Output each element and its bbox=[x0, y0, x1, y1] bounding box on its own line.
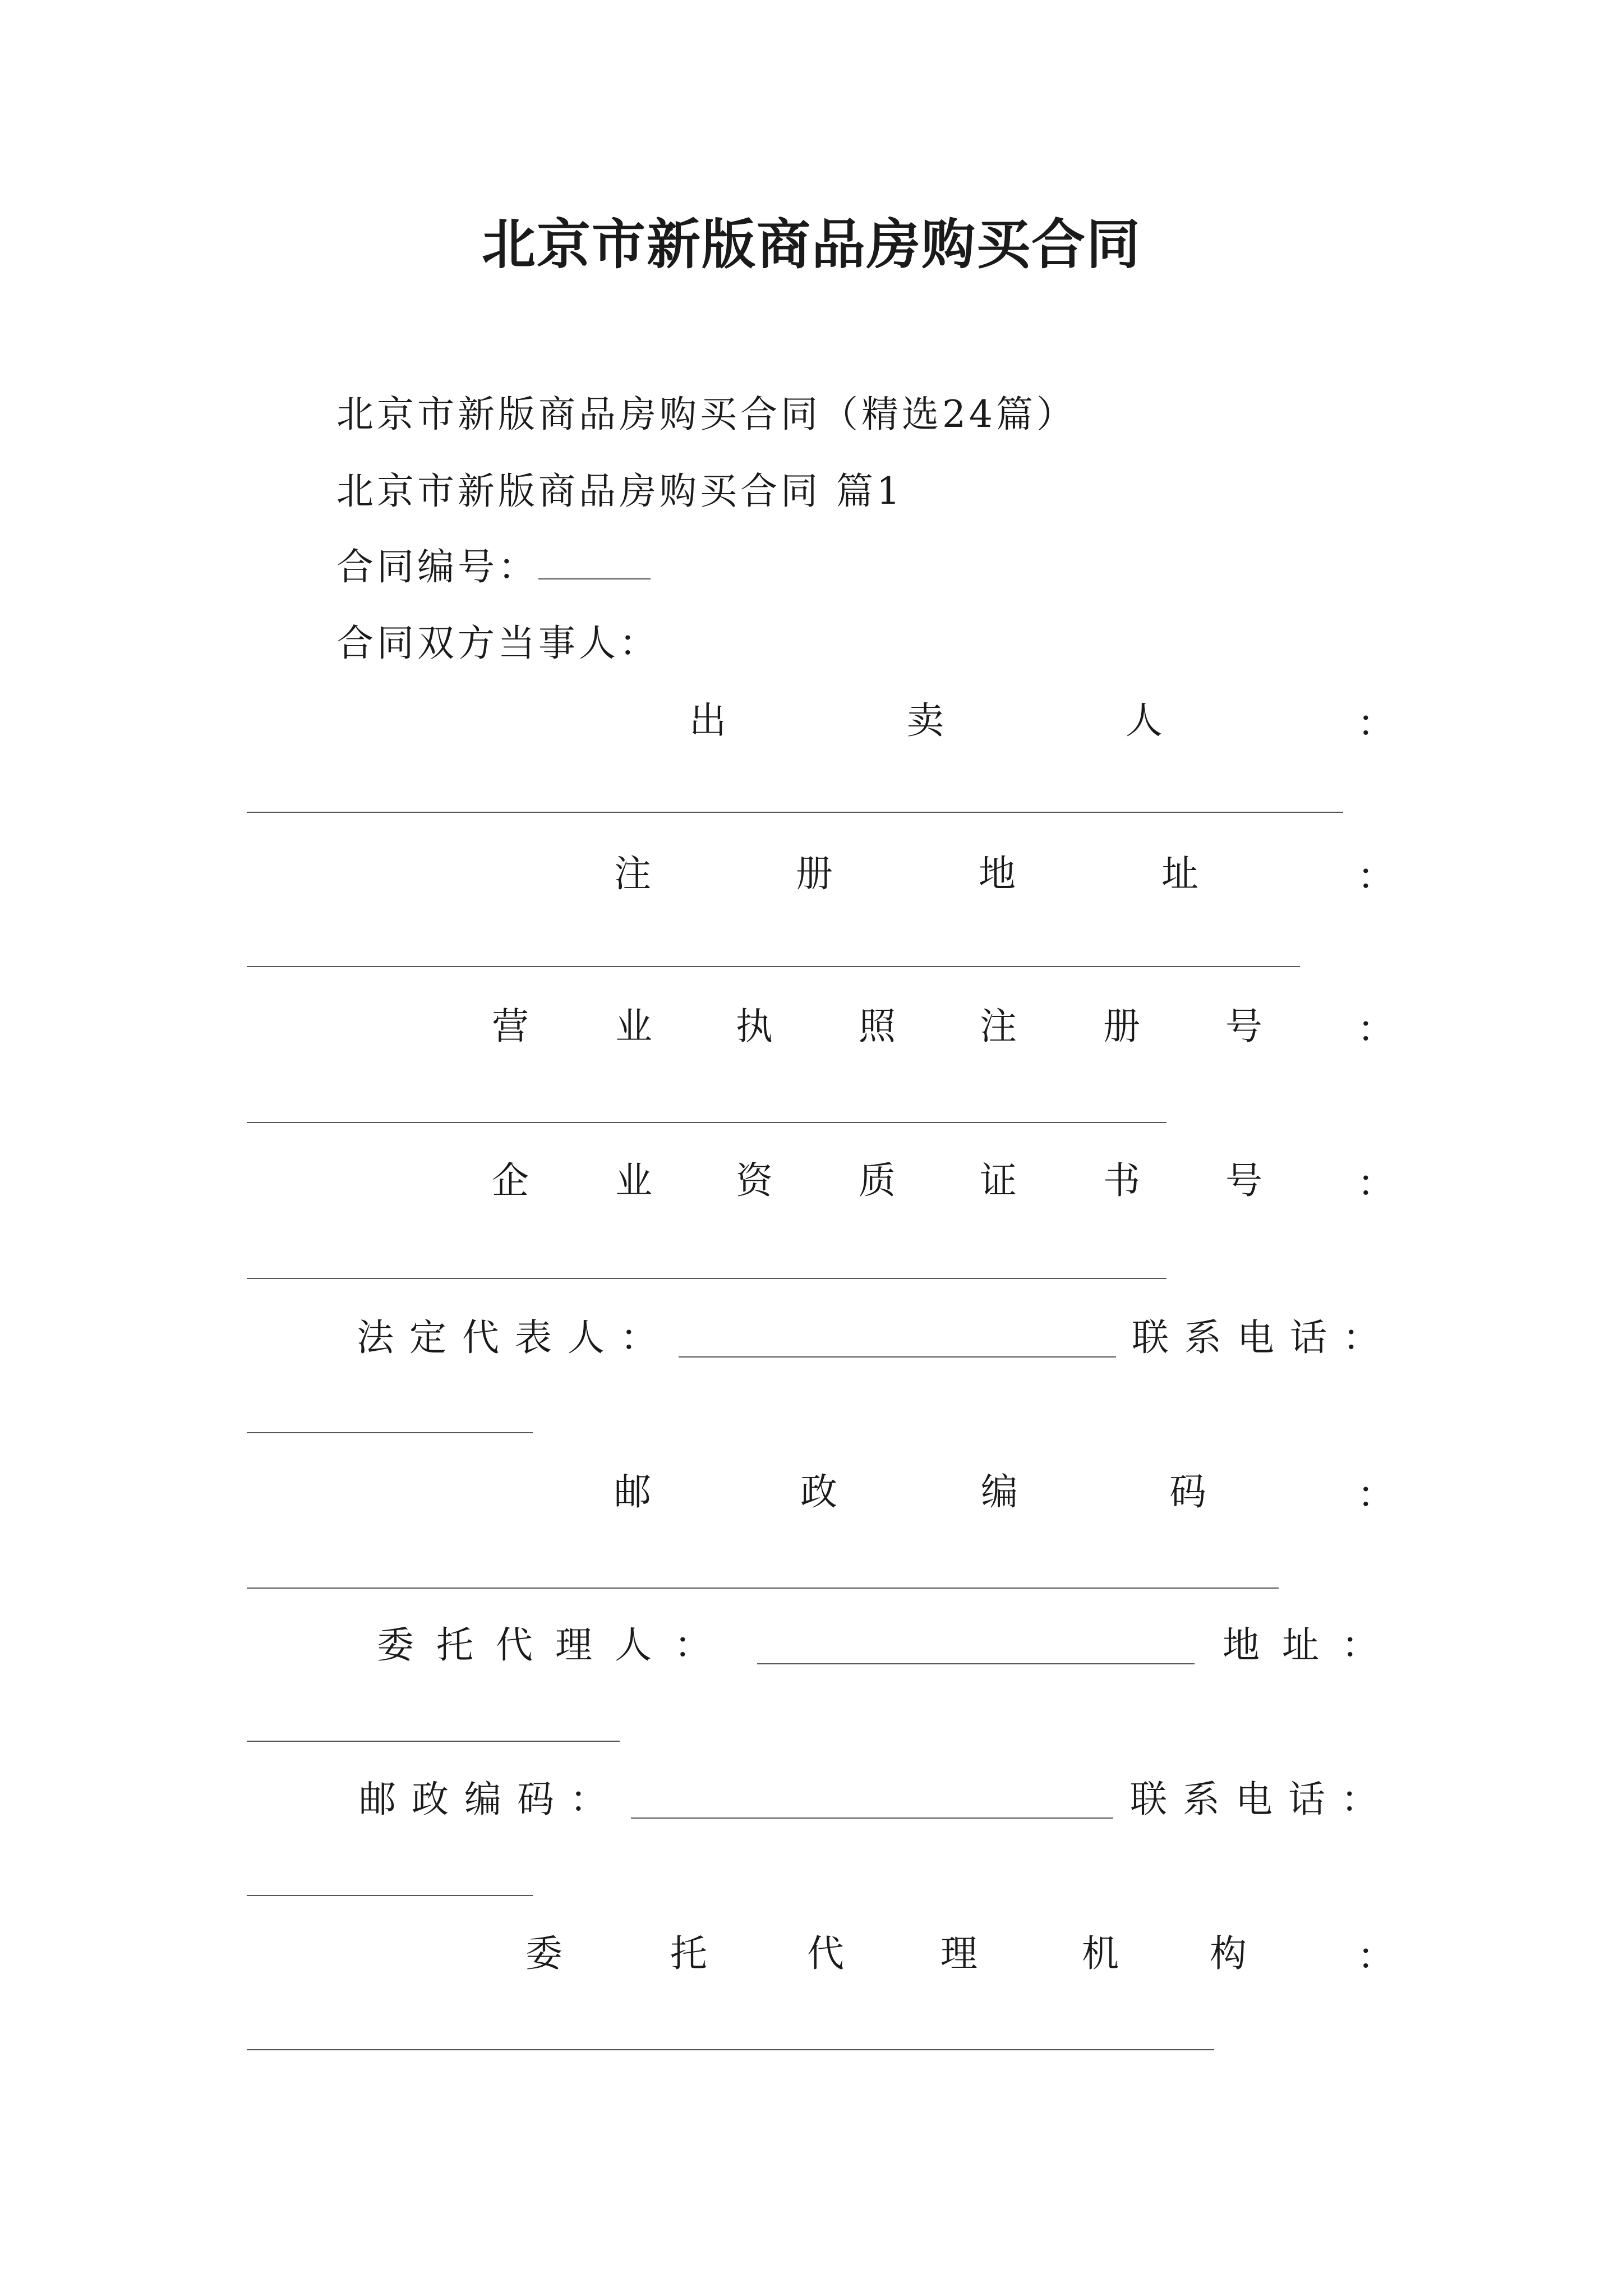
postal-blank bbox=[247, 1588, 1279, 1589]
agent-phone-blank bbox=[247, 1895, 533, 1896]
agency-char: 托 bbox=[670, 1932, 707, 1975]
qual-blank bbox=[247, 1278, 1166, 1279]
legal-rep-blank bbox=[679, 1356, 1116, 1358]
agency-char: 理 bbox=[940, 1932, 978, 1975]
seller-char: 卖 bbox=[907, 699, 944, 742]
license-colon: ： bbox=[1357, 1007, 1394, 1051]
document-title: 北京市新版商品房购买合同 bbox=[482, 213, 1141, 276]
reg-address-char: 注 bbox=[614, 852, 651, 895]
phone-label: 联系电话： bbox=[1132, 1316, 1395, 1359]
license-char: 号 bbox=[1225, 1005, 1262, 1048]
agent-address-label: 地址： bbox=[1223, 1623, 1401, 1667]
parties-heading: 合同双方当事人： bbox=[336, 622, 660, 665]
seller-char: 人 bbox=[1126, 699, 1163, 742]
agency-char: 代 bbox=[807, 1932, 844, 1975]
postal-char: 码 bbox=[1169, 1470, 1206, 1513]
license-char: 照 bbox=[859, 1005, 896, 1048]
qual-char: 书 bbox=[1103, 1159, 1140, 1202]
agent-blank bbox=[757, 1663, 1195, 1664]
seller-char: 出 bbox=[689, 699, 726, 742]
seller-colon: ： bbox=[1357, 702, 1394, 745]
reg-address-blank bbox=[247, 966, 1300, 967]
qual-char: 号 bbox=[1225, 1159, 1262, 1202]
agent-phone-label: 联系电话： bbox=[1130, 1778, 1394, 1821]
qual-char: 业 bbox=[615, 1159, 652, 1202]
postal-colon: ： bbox=[1357, 1473, 1394, 1516]
license-char: 注 bbox=[980, 1005, 1017, 1048]
agency-char: 构 bbox=[1210, 1932, 1247, 1975]
contract-number-line bbox=[336, 545, 651, 588]
subtitle-part: 北京市新版商品房购买合同 篇1 bbox=[336, 470, 903, 513]
contract-number-blank bbox=[538, 550, 651, 579]
qual-char: 质 bbox=[859, 1159, 896, 1202]
qual-char: 资 bbox=[736, 1159, 773, 1202]
postal-char: 邮 bbox=[614, 1470, 651, 1513]
reg-address-char: 地 bbox=[979, 852, 1016, 895]
license-char: 营 bbox=[492, 1005, 529, 1048]
qual-char: 企 bbox=[492, 1159, 529, 1202]
reg-address-char: 册 bbox=[796, 852, 833, 895]
agency-char: 委 bbox=[525, 1932, 562, 1975]
seller-blank bbox=[247, 812, 1343, 813]
agency-char: 机 bbox=[1082, 1932, 1119, 1975]
agent-postal-label: 邮政编码： bbox=[359, 1778, 623, 1821]
agency-colon: ： bbox=[1357, 1935, 1394, 1978]
license-char: 册 bbox=[1103, 1005, 1140, 1048]
phone-blank bbox=[247, 1432, 533, 1433]
contract-number-label: 合同编号： bbox=[336, 545, 538, 588]
agent-label: 委托代理人： bbox=[377, 1623, 734, 1667]
reg-address-char: 址 bbox=[1161, 852, 1198, 895]
agent-postal-blank bbox=[631, 1818, 1113, 1819]
reg-address-colon: ： bbox=[1357, 855, 1394, 898]
license-char: 业 bbox=[615, 1005, 652, 1048]
license-char: 执 bbox=[736, 1005, 773, 1048]
qual-char: 证 bbox=[980, 1159, 1017, 1202]
postal-char: 编 bbox=[981, 1470, 1018, 1513]
agency-blank bbox=[247, 2049, 1214, 2050]
subtitle-selection: 北京市新版商品房购买合同（精选24篇） bbox=[336, 393, 1077, 436]
legal-rep-label: 法定代表人： bbox=[357, 1316, 673, 1359]
license-blank bbox=[247, 1122, 1166, 1123]
qual-colon: ： bbox=[1357, 1162, 1394, 1205]
agent-address-blank bbox=[247, 1741, 620, 1742]
postal-char: 政 bbox=[800, 1470, 837, 1513]
